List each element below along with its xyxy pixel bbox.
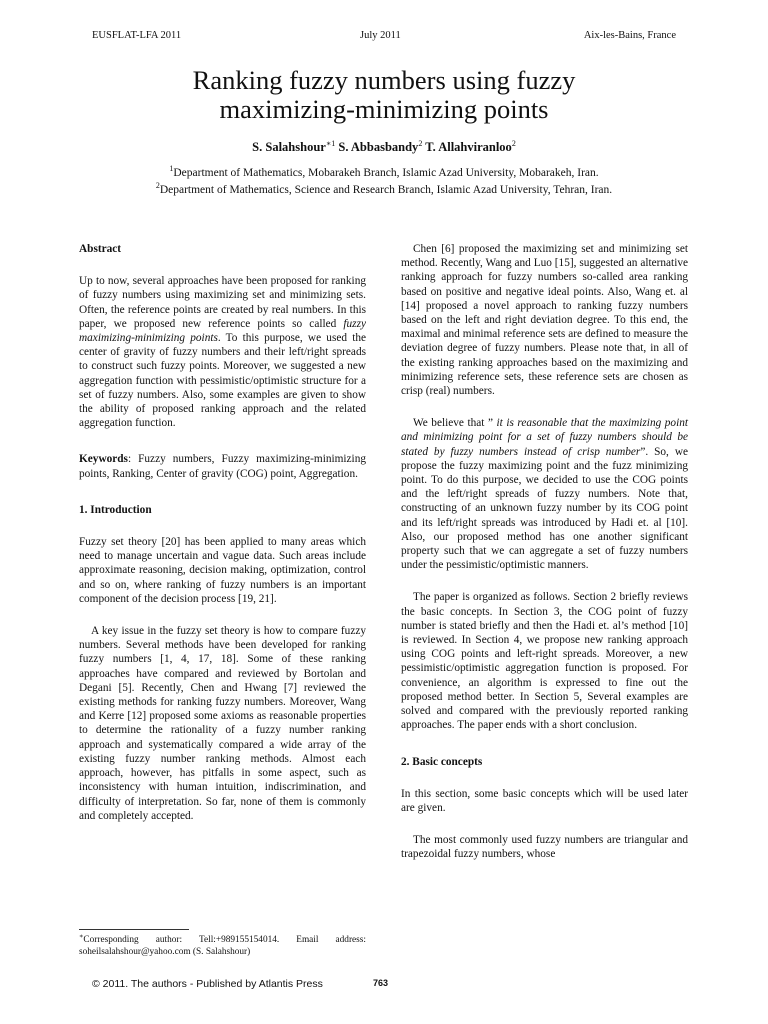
- copyright-notice: © 2011. The authors - Published by Atlantis Press: [92, 978, 323, 990]
- introduction-paragraph-1: Fuzzy set theory [20] has been applied to many areas which need to manage uncertain and vague data. Such areas include approximate reasoning, decision making, optimization, control and so on, where ranking of fuzzy numbers is an important component of the decision process [19, 21].: [79, 536, 366, 605]
- affiliation-2-text: Department of Mathematics, Science and Research Branch, Islamic Azad University, Tehran, Iran.: [159, 184, 613, 196]
- affiliation-2-mark: 2: [155, 181, 160, 191]
- author-2-mark: 2: [418, 138, 423, 148]
- author-list: [80, 140, 688, 155]
- body-paragraph-2-start: We believe that ”: [413, 417, 497, 430]
- abstract-heading: Abstract: [79, 243, 122, 255]
- abstract-text-part-2: . To this purpose, we used the center of gravity of fuzzy numbers and their left/right spreads to construct such fuzzy points. Moreover, we suggested a new aggregation function with pessimistic/optimistic structure for a set of fuzzy numbers. Also, some examples are given to show the ability of proposed ranking approach and the related aggregation function.: [79, 332, 366, 430]
- author-3-mark: 2: [511, 138, 516, 148]
- abstract-text-part-1: Up to now, several approaches have been proposed for ranking of fuzzy numbers using maximizing set and minimizing sets. Often, the reference points are created by real numbers. In this paper, we proposed new reference points so called: [79, 275, 366, 330]
- affiliation-1-text: Department of Mathematics, Mobarakeh Branch, Islamic Azad University, Mobarakeh, Iran.: [173, 167, 599, 179]
- body-paragraph-3: The paper is organized as follows. Section 2 briefly reviews the basic concepts. In Section 3, the COG point of fuzzy number is stated briefly and then the Hadi et. al’s method [10] is reviewed. In Section 4, we propose new ranking approach using COG points and left-right spreads. Moreover, a new pessimistic/optimistic aggregation function is proposed. For convenience, an algorithm is expressed to fine out the proposed method better. In Section 5, Several examples are solved and compared with the previously reported ranking approaches. The paper ends with a short conclusion.: [401, 591, 688, 732]
- author-2: S. Abbasbandy: [338, 140, 419, 154]
- keywords-label: Keywords: [79, 453, 128, 466]
- running-header: [92, 30, 676, 46]
- keywords: [79, 452, 366, 480]
- footnote-text: Corresponding author: Tell:+989155154014. Email address: soheilsalahshour@yahoo.com (S. Salahshour): [79, 935, 366, 957]
- author-1-mark: ∗1: [325, 138, 336, 148]
- footnote-mark: ∗: [79, 932, 84, 940]
- body-paragraph-2-quote: it is reasonable that the maximizing point and minimizing point for a set of fuzzy numbers should be stated by fuzzy numbers instead of crisp number: [401, 417, 689, 458]
- basic-concepts-heading: 2. Basic concepts: [401, 755, 483, 768]
- paper-title: [80, 66, 688, 124]
- author-1: S. Salahshour: [252, 140, 326, 154]
- title-line-2: maximizing-minimizing points: [219, 94, 549, 124]
- introduction-heading: 1. Introduction: [79, 503, 152, 516]
- basic-concepts-paragraph-1: In this section, some basic concepts which will be used later are given.: [401, 787, 688, 814]
- abstract-emphasis: fuzzy maximizing-minimizing points: [79, 317, 366, 345]
- keywords-text: : Fuzzy numbers, Fuzzy maximizing-minimizing points, Ranking, Center of gravity (COG) point, Aggregation.: [79, 453, 366, 480]
- introduction-paragraph-2: A key issue in the fuzzy set theory is how to compare fuzzy numbers. Several methods have been developed for ranking fuzzy numbers [1, 4, 17, 18]. Some of these ranking approaches have compared and reviewed by Bortolan and Degani [5]. Recently, Chen and Hwang [7] reviewed the existing methods for ranking fuzzy numbers. Moreover, Wang and Kerre [12] proposed some axioms as reasonable properties to determine the rationality of a fuzzy number ranking approach and systematically compared a wide array of the existing fuzzy number ranking methods. Almost each approach, however, has pitfalls in some aspect, such as inconsistency with human intuition, indiscrimination, and difficulty of interpretation. So far, none of them is commonly and completely accepted.: [79, 625, 366, 822]
- footnote: [79, 934, 366, 958]
- header-date: July 2011: [360, 30, 401, 41]
- body-paragraph-1: Chen [6] proposed the maximizing set and minimizing set method. Recently, Wang and Luo [15], suggested an alternative ranking approach for fuzzy numbers so-called area ranking based on positive and negative ideal points. Also, Wang et. al [14] proposed a novel approach to ranking fuzzy numbers based on the left and right deviation degree. To this end, the maximal and minimal reference sets are defined to measure the deviation degree of fuzzy numbers. Please note that, in all of the existing ranking approaches based on the maximizing and minimizing reference sets, these reference sets are chosen as crisp (real) numbers.: [401, 243, 688, 398]
- header-conference: EUSFLAT-LFA 2011: [92, 30, 182, 41]
- page-number: 763: [373, 978, 389, 988]
- basic-concepts-paragraph-2: The most commonly used fuzzy numbers are triangular and trapezoidal fuzzy numbers, whose: [401, 834, 688, 861]
- author-3: T. Allahviranloo: [425, 140, 512, 154]
- affiliation-1: [80, 164, 688, 179]
- title-line-1: Ranking fuzzy numbers using fuzzy: [192, 65, 576, 95]
- abstract-text: [79, 274, 366, 430]
- body-paragraph-2: [401, 416, 688, 572]
- affiliation-2: [80, 181, 688, 196]
- affiliation-1-mark: 1: [169, 164, 174, 174]
- footnote-divider: [79, 929, 189, 930]
- right-column: [401, 242, 688, 862]
- left-column: [79, 242, 366, 823]
- body-paragraph-2-end: ”. So, we propose the fuzzy maximizing point and the fuzz minimizing point. To do this purpose, we decided to use the COG points and the left/right spreads of fuzzy numbers. Note that, constructing of an unknown fuzzy number by its COG point and its left/right spreads was introduced by Hadi et. al [10]. Also, our proposed method has one another significant property such that we can aggregate a set of fuzzy numbers under the pessimistic/optimistic manners.: [401, 445, 688, 572]
- header-location: Aix-les-Bains, France: [583, 30, 676, 41]
